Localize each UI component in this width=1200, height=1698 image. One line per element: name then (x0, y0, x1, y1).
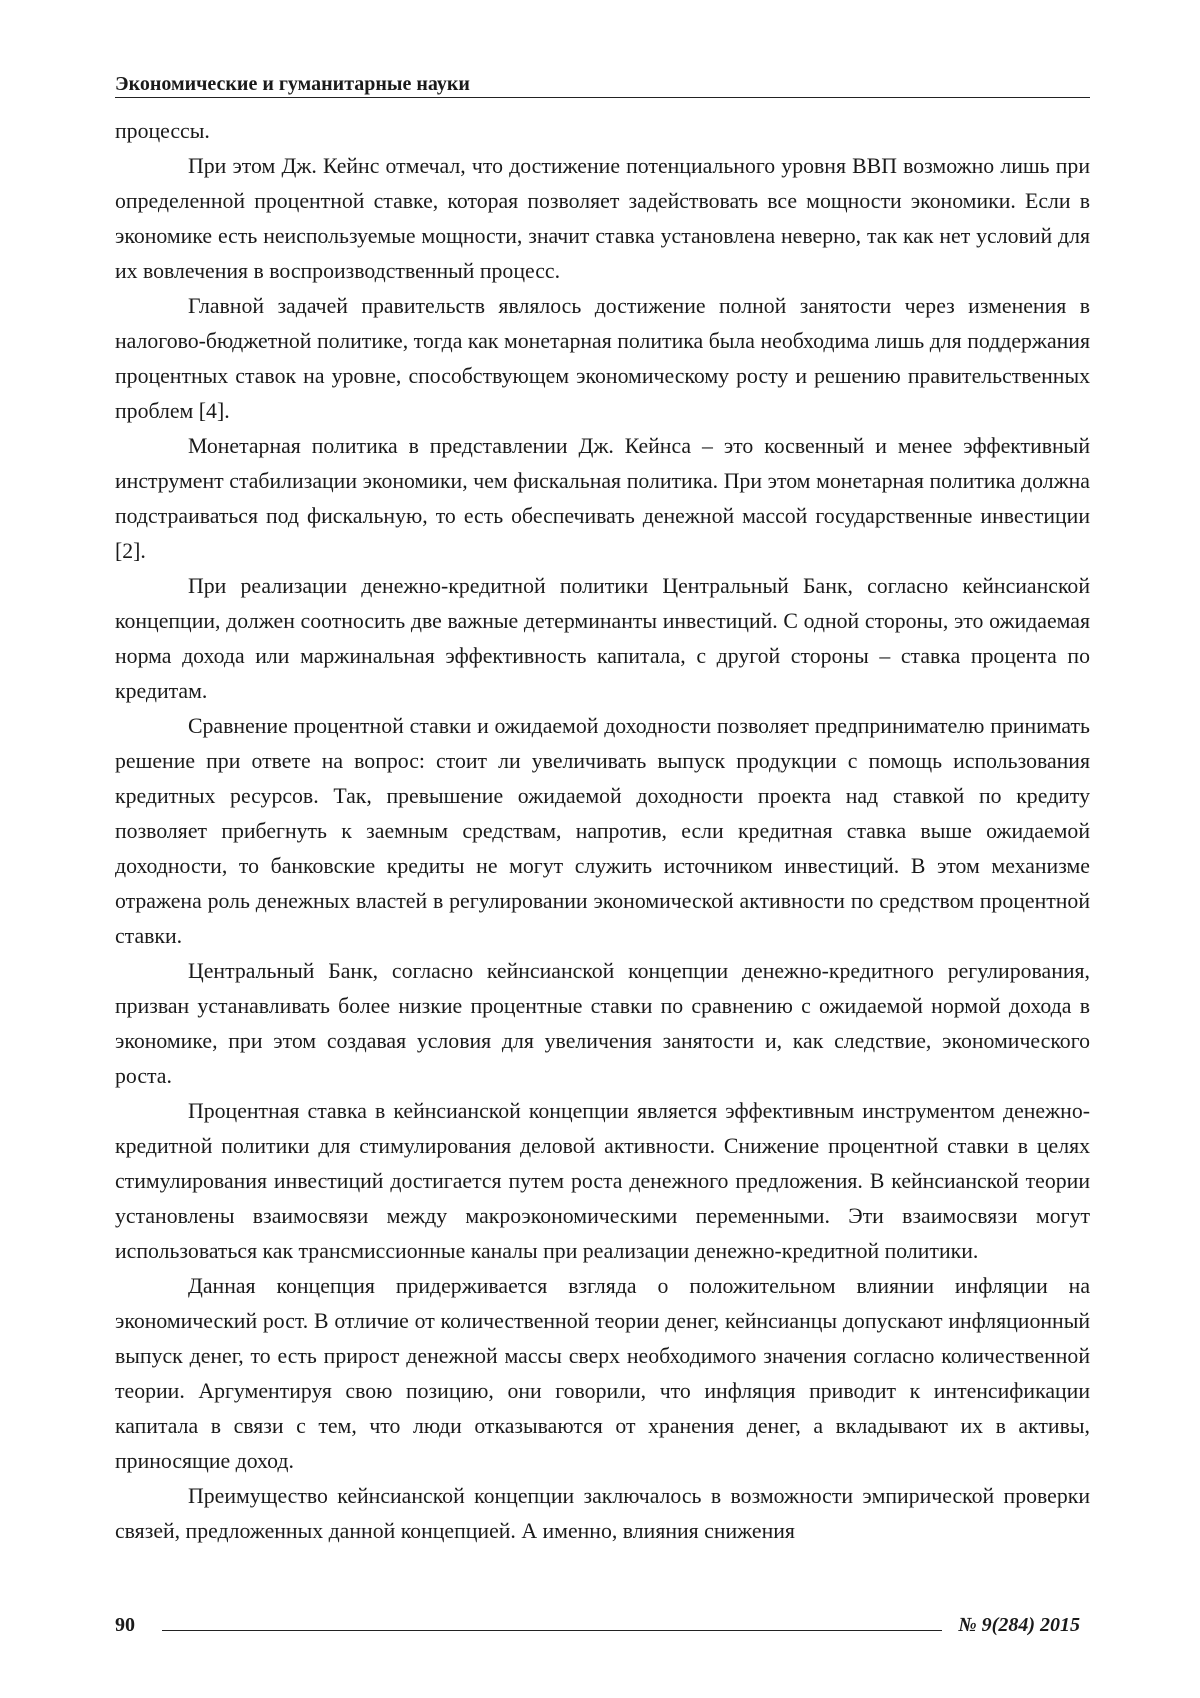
running-head (115, 72, 1090, 98)
paragraph: Данная концепция придерживается взгляда о положительном влиянии инфляции на экономический рост. В отличие от количественной теории денег, кейнсианцы допускают инфляционный выпуск денег, то есть прирост денежной массы сверх необходимого значения согласно количественной теории. Аргументируя свою позицию, они говорили, что инфляция приводит к интенсификации капитала в связи с тем, что люди отказываются от хранения денег, а вкладывают их в активы, приносящие доход. (115, 1269, 1090, 1479)
paragraph-last: Преимущество кейнсианской концепции заключалось в возможности эмпирической проверки связей, предложенных данной концепцией. А именно, влияния снижения (115, 1479, 1090, 1549)
paragraph-continuation: процессы. (115, 114, 1090, 149)
journal-section-title: Экономические и гуманитарные науки (115, 73, 470, 95)
footer-rule (162, 1630, 942, 1631)
paragraph: При реализации денежно-кредитной политики Центральный Банк, согласно кейнсианской концепции, должен соотносить две важные детерминанты инвестиций. С одной стороны, это ожидаемая норма дохода или маржинальная эффективность капитала, с другой стороны – ставка процента по кредитам. (115, 569, 1090, 709)
issue-number: № 9(284) 2015 (958, 1610, 1080, 1640)
page-footer (115, 1610, 1090, 1640)
paragraph: При этом Дж. Кейнс отмечал, что достижение потенциального уровня ВВП возможно лишь при определенной процентной ставке, которая позволяет задействовать все мощности экономики. Если в экономике есть неиспользуемые мощности, значит ставка установлена неверно, так как нет условий для их вовлечения в воспроизводственный процесс. (115, 149, 1090, 289)
page-number: 90 (115, 1610, 135, 1640)
article-body (115, 114, 1090, 1549)
paragraph: Сравнение процентной ставки и ожидаемой доходности позволяет предпринимателю принимать решение при ответе на вопрос: стоит ли увеличивать выпуск продукции с помощь использования кредитных ресурсов. Так, превышение ожидаемой доходности проекта над ставкой по кредиту позволяет прибегнуть к заемным средствам, напротив, если кредитная ставка выше ожидаемой доходности, то банковские кредиты не могут служить источником инвестиций. В этом механизме отражена роль денежных властей в регулировании экономической активности по средством процентной ставки. (115, 709, 1090, 954)
paragraph: Монетарная политика в представлении Дж. Кейнса – это косвенный и менее эффективный инструмент стабилизации экономики, чем фискальная политика. При этом монетарная политика должна подстраиваться под фискальную, то есть обеспечивать денежной массой государственные инвестиции [2]. (115, 429, 1090, 569)
paragraph: Процентная ставка в кейнсианской концепции является эффективным инструментом денежно-кредитной политики для стимулирования деловой активности. Снижение процентной ставки в целях стимулирования инвестиций достигается путем роста денежного предложения. В кейнсианской теории установлены взаимосвязи между макроэкономическими переменными. Эти взаимосвязи могут использоваться как трансмиссионные каналы при реализации денежно-кредитной политики. (115, 1094, 1090, 1269)
paragraph: Центральный Банк, согласно кейнсианской концепции денежно-кредитного регулирования, призван устанавливать более низкие процентные ставки по сравнению с ожидаемой нормой дохода в экономике, при этом создавая условия для увеличения занятости и, как следствие, экономического роста. (115, 954, 1090, 1094)
paragraph: Главной задачей правительств являлось достижение полной занятости через изменения в налогово-бюджетной политике, тогда как монетарная политика была необходима лишь для поддержания процентных ставок на уровне, способствующем экономическому росту и решению правительственных проблем [4]. (115, 289, 1090, 429)
